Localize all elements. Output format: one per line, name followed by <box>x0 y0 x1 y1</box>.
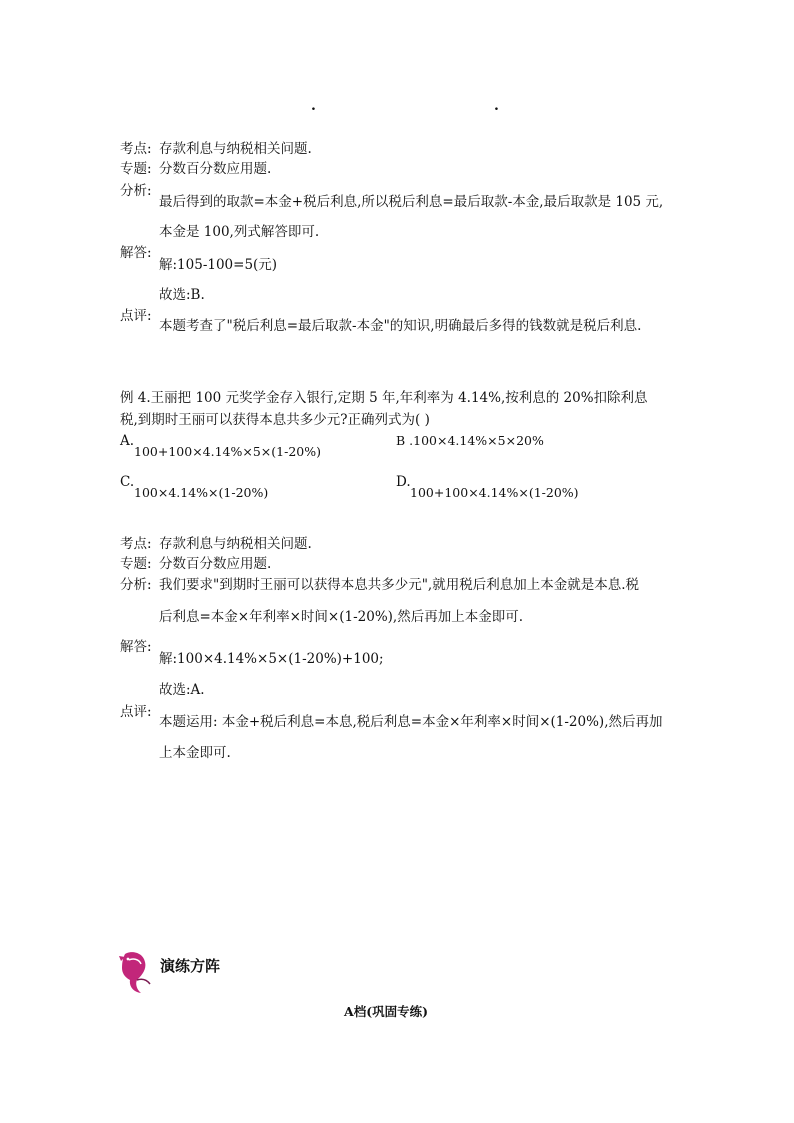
option-c-label: C. <box>120 474 135 490</box>
option-a-label: A. <box>120 433 135 449</box>
zhuanti-label-2: 专题: <box>120 556 152 572</box>
zhuanti-text-2: 分数百分数应用题. <box>159 556 272 572</box>
section-title: 演练方阵 <box>160 957 221 975</box>
option-d-label: D. <box>396 474 411 490</box>
option-d-text: 100+100×4.14%×(1-20%) <box>410 485 579 500</box>
dianping-text: 本题考查了"税后利息=最后取款-本金"的知识,明确最后多得的钱数就是税后利息. <box>159 318 642 334</box>
option-b-text: B .100×4.14%×5×20% <box>396 433 544 448</box>
zhuanti-text: 分数百分数应用题. <box>159 161 272 177</box>
zhuanti-label: 专题: <box>120 161 152 177</box>
jieda-label-2: 解答: <box>120 639 152 655</box>
kaodian-label: 考点: <box>120 141 152 157</box>
dianping-label: 点评: <box>120 308 152 324</box>
dianping-line-1-2: 本题运用: 本金+税后利息=本息,税后利息=本金×年利率×时间×(1-20%),然后再加 <box>159 714 663 730</box>
top-dot-left: . <box>311 98 316 114</box>
dianping-line-2-2: 上本金即可. <box>159 745 231 761</box>
top-dot-right: . <box>494 98 499 114</box>
fenxi-line-1-2: 我们要求"到期时王丽可以获得本息共多少元",就用税后利息加上本金就是本息.税 <box>159 577 640 593</box>
dianping-label-2: 点评: <box>120 704 152 720</box>
kaodian-text-2: 存款利息与纳税相关问题. <box>159 536 312 552</box>
jieda-line-1-2: 解:100×4.14%×5×(1-20%)+100; <box>159 651 384 667</box>
fenxi-line-2: 本金是 100,列式解答即可. <box>159 224 320 240</box>
fenxi-label: 分析: <box>120 183 152 199</box>
kaodian-label-2: 考点: <box>120 536 152 552</box>
dolphin-icon <box>117 950 153 994</box>
option-a-text: 100+100×4.14%×5×(1-20%) <box>134 444 321 459</box>
question-line-2: 税,到期时王丽可以获得本息共多少元?正确列式为( ) <box>120 412 430 428</box>
jieda-line-2: 故选:B. <box>159 287 205 303</box>
jieda-line-1: 解:105-100=5(元) <box>159 257 278 273</box>
fenxi-line-1: 最后得到的取款=本金+税后利息,所以税后利息=最后取款-本金,最后取款是 105 元, <box>159 194 664 210</box>
fenxi-line-2-2: 后利息=本金×年利率×时间×(1-20%),然后再加上本金即可. <box>159 609 524 625</box>
kaodian-text: 存款利息与纳税相关问题. <box>159 141 312 157</box>
fenxi-label-2: 分析: <box>120 577 152 593</box>
jieda-line-2-2: 故选:A. <box>159 682 205 698</box>
option-c-text: 100×4.14%×(1-20%) <box>134 485 269 500</box>
question-line-1: 例 4.王丽把 100 元奖学金存入银行,定期 5 年,年利率为 4.14%,按利息的 20%扣除利息 <box>120 390 648 406</box>
section-subtitle: A档(巩固专练) <box>344 1004 429 1019</box>
jieda-label: 解答: <box>120 245 152 261</box>
